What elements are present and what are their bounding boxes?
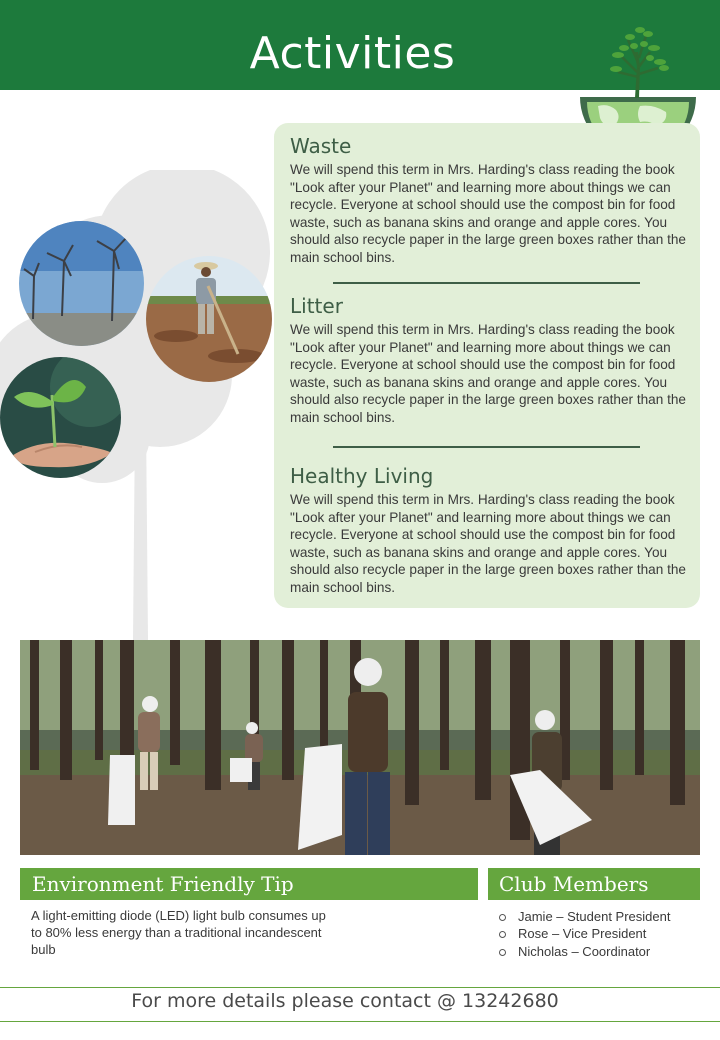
footer-divider-top (0, 987, 720, 988)
forest-cleanup-photo (20, 640, 700, 855)
tip-text: A light-emitting diode (LED) light bulb consumes up to 80% less energy than a traditional incandescent bulb (31, 908, 326, 957)
farmer-photo (146, 256, 272, 382)
section-body-litter: We will spend this term in Mrs. Harding's class reading the book "Look after your Planet" and learning more about things we can recycle. Everyone at school should use the compost bin for food waste, such as banana skins and orange and apple cores. You should also recycle paper in the large green boxes rather than the main school bins. (290, 322, 686, 425)
seedling-photo (0, 357, 121, 478)
club-members-list (497, 908, 670, 960)
club-title: Club Members (499, 872, 649, 896)
contact-text: For more details please contact @ 13242680 (131, 990, 559, 1012)
member-name: Nicholas – Coordinator (518, 943, 651, 959)
section-title-litter: Litter (290, 294, 343, 318)
section-title-healthy-living: Healthy Living (290, 464, 434, 488)
bullet-icon (499, 914, 506, 921)
section-divider (333, 446, 640, 448)
member-name: Jamie – Student President (518, 909, 671, 924)
bullet-icon (499, 931, 506, 938)
wind-turbines-photo (19, 221, 144, 346)
list-item (497, 943, 670, 960)
bullet-icon (499, 949, 506, 956)
section-divider (333, 282, 640, 284)
tip-title: Environment Friendly Tip (32, 872, 294, 896)
section-title-waste: Waste (290, 134, 352, 158)
footer-divider-bottom (0, 1021, 720, 1022)
section-body-waste: We will spend this term in Mrs. Harding's class reading the book "Look after your Planet" and learning more about things we can recycle. Everyone at school should use the compost bin for food waste, such as banana skins and orange and apple cores. You should also recycle paper in the large green boxes rather than the main school bins. (290, 162, 686, 265)
list-item (497, 908, 670, 925)
member-name: Rose – Vice President (518, 926, 647, 942)
section-body-healthy-living: We will spend this term in Mrs. Harding's class reading the book "Look after your Planet" and learning more about things we can recycle. Everyone at school should use the compost bin for food waste, such as banana skins and orange and apple cores. You should also recycle paper in the large green boxes rather than the main school bins. (290, 492, 686, 595)
page-title: Activities (249, 28, 456, 79)
list-item (497, 925, 670, 942)
